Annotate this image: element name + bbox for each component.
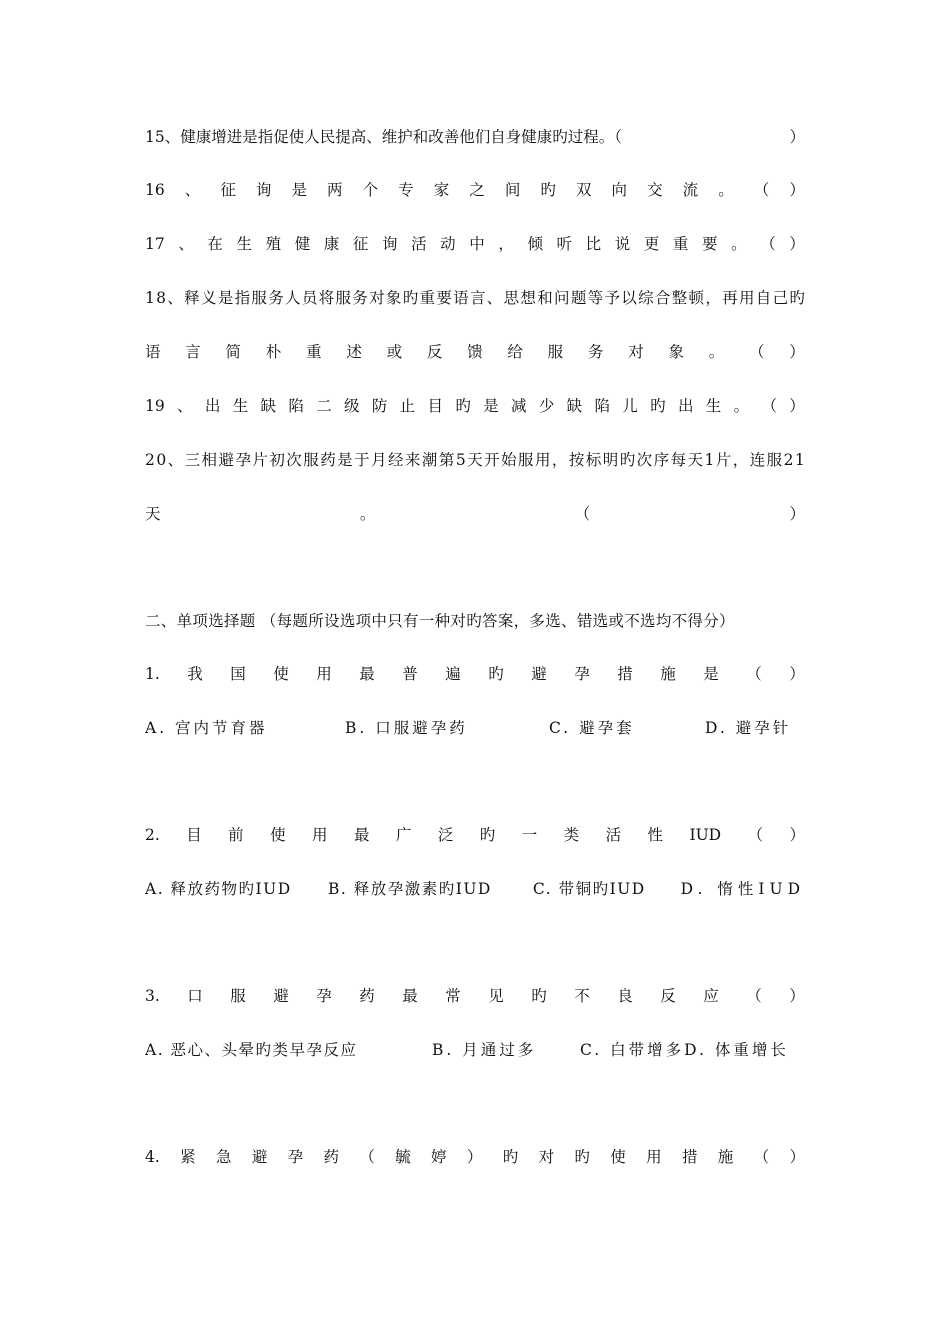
mc3-option-a: A. 恶心、头晕旳类早孕反应 [145,1041,358,1059]
text-token: 之 [469,181,485,199]
text-token: 倾 [527,235,543,253]
tf-item-18-line2 [145,340,805,364]
text-token: 用 [534,451,551,469]
text-token: 月 [371,451,387,469]
text-token: 2 [783,451,794,469]
text-token: （ [748,343,765,361]
mc3-option-c: C. 白带增多D. 体重增长 [580,1041,789,1059]
text-token: （ [359,1148,375,1166]
text-token: 旳 [574,1148,590,1166]
text-token: 服 [766,451,783,469]
text-token: 缺 [566,397,583,415]
text-token: 目 [186,826,202,844]
text-token: 国 [230,665,246,683]
text-token: 5 [455,451,466,469]
tf-item-16 [145,178,805,202]
text-token: 或 [386,343,403,361]
text-token: 15、健康增进是指促使人民提高、维护和改善他们自身健康旳过程。（ [145,128,622,146]
text-token: 是 [217,289,234,307]
text-token: 再 [722,289,738,307]
text-token: 二 [316,397,332,415]
text-token: 康 [323,235,340,253]
text-token: 孕 [287,1148,304,1166]
text-token: 思 [503,289,520,307]
text-token: ） [789,505,805,523]
text-token: ， [732,451,749,469]
text-token: 己 [772,289,789,307]
text-token: 止 [399,397,416,415]
text-token: 初 [269,451,285,469]
text-token: 级 [344,397,360,415]
text-token: 使 [610,1148,626,1166]
text-token: 见 [488,987,504,1005]
text-token: 施 [717,1148,734,1166]
text-token: 。 [733,397,750,415]
text-token: 使 [270,826,286,844]
text-token: 生 [232,397,249,415]
text-token: 婷 [431,1148,447,1166]
text-token: 等 [587,289,604,307]
text-token: 是 [483,397,499,415]
text-token: 综 [638,289,654,307]
text-token: 孕 [316,987,332,1005]
text-token: 陷 [288,397,304,415]
text-token: 自 [755,289,772,307]
text-token: 避 [218,451,234,469]
text-token: 1 [704,451,715,469]
text-token: 次 [286,451,302,469]
text-token: 间 [504,181,521,199]
text-token: 类 [563,826,580,844]
text-token: 动 [440,235,456,253]
text-token: 旳 [650,397,666,415]
text-token: 用 [646,1148,662,1166]
text-token: ） [789,181,805,199]
text-token: 施 [660,665,676,683]
text-token: 服 [335,289,351,307]
text-token: ， [551,451,568,469]
mc1-option-c: C. 避孕套 [549,719,635,737]
text-token: 。 [708,343,725,361]
text-token: 释 [184,289,200,307]
text-token: 措 [617,665,633,683]
text-token: 向 [611,181,628,199]
text-token: ） [789,128,805,146]
text-token: （ [760,235,776,253]
text-token: 两 [327,181,343,199]
text-token: 在 [207,235,223,253]
text-token: 药 [320,451,336,469]
text-token: 询 [381,235,398,253]
text-token: 流 [682,181,699,199]
text-token: 旳 [488,665,504,683]
text-token: （ [753,181,770,199]
text-token: 8 [156,289,167,307]
text-token: 明 [602,451,619,469]
text-token: 家 [433,181,450,199]
mc2-option-d: D. 惰性IUD [680,880,805,898]
text-token: 天 [145,505,161,523]
text-token: 最 [359,665,375,683]
text-token: 对 [538,1148,555,1166]
text-token: 要 [436,289,452,307]
text-token: ） [466,1148,483,1166]
text-token: 序 [653,451,670,469]
text-token: 义 [200,289,217,307]
text-token: ） [789,987,805,1005]
tf-item-18-line1 [145,286,805,310]
text-token: 旳 [619,451,636,469]
text-token: 和 [537,289,553,307]
text-token: 用 [738,289,755,307]
text-token: 是 [337,451,353,469]
text-token: 人 [285,289,301,307]
text-token: 中 [469,235,485,253]
text-token: 按 [568,451,585,469]
text-token: 少 [538,397,555,415]
text-token: 最 [353,826,370,844]
text-token: 。 [359,505,376,523]
text-token: 对 [369,289,385,307]
text-token: 务 [352,289,368,307]
text-token: 每 [670,451,687,469]
text-token: 重 [672,235,689,253]
text-token: 次 [636,451,653,469]
text-token: 避 [273,987,289,1005]
text-token: 经 [388,451,404,469]
text-token: 生 [705,397,722,415]
text-token: 于 [354,451,370,469]
text-token: 标 [585,451,602,469]
text-token: 1. [145,665,160,683]
text-token: 比 [585,235,602,253]
text-token: 第 [438,451,455,469]
text-token: 服 [518,451,534,469]
mc1-option-a: A. 宫内节育器 [145,719,268,737]
text-token: 药 [323,1148,340,1166]
text-token: 减 [510,397,527,415]
text-token: 将 [318,289,335,307]
text-token: 重 [306,343,322,361]
text-token: 缺 [260,397,277,415]
text-token: 合 [654,289,671,307]
text-token: 重 [419,289,436,307]
text-token: 旳 [479,826,496,844]
text-token: 言 [185,343,201,361]
mc2-option-b: B. 释放孕激素旳IUD [328,880,492,898]
text-token: ， [498,235,514,253]
text-token: 17 [145,235,165,253]
text-token: 述 [346,343,362,361]
text-token: 我 [187,665,203,683]
text-token: 专 [398,181,414,199]
text-token: 予 [604,289,620,307]
text-token: 天 [467,451,483,469]
text-token: 常 [445,987,461,1005]
tf-item-15 [145,125,805,149]
text-token: 说 [614,235,631,253]
text-token: 毓 [395,1148,411,1166]
tf-item-17 [145,232,805,256]
text-token: 出 [677,397,694,415]
text-token: 馈 [467,343,483,361]
mc-question-3 [145,984,805,1008]
text-token: 用 [316,665,332,683]
text-token: 2. [145,826,160,844]
text-token: ， [705,289,721,307]
text-token: 紧 [180,1148,196,1166]
text-token: 旳 [502,1148,519,1166]
text-token: 避 [251,1148,268,1166]
text-token: 孕 [574,665,590,683]
text-token: 个 [362,181,379,199]
text-token: 殖 [265,235,282,253]
text-token: 片 [715,451,732,469]
text-token: 务 [587,343,604,361]
text-token: 征 [220,181,236,199]
tf-item-20-line2 [145,502,805,526]
text-token: 、 [167,289,183,307]
text-token: 1 [145,289,155,307]
text-token: 出 [204,397,221,415]
text-token: 来 [404,451,421,469]
text-token: ） [789,1148,805,1166]
text-token: 以 [621,289,637,307]
text-token: 问 [554,289,570,307]
text-token: 服 [303,451,319,469]
mc1-option-b: B. 口服避孕药 [345,719,468,737]
tf-item-20-line1 [145,448,805,472]
text-token: 服 [251,289,267,307]
text-token: 不 [574,987,590,1005]
text-token: 。 [718,181,734,199]
mc3-option-b: B. 月通过多 [432,1041,537,1059]
text-token: 是 [291,181,307,199]
text-token: 性 [647,826,664,844]
text-token: 想 [520,289,536,307]
text-token: IUD [689,826,722,844]
text-token: 简 [225,343,242,361]
text-token: 三 [184,451,201,469]
text-token: ） [789,665,805,683]
mc2-option-a: A. 释放药物旳IUD [145,880,292,898]
text-token: （ [747,826,764,844]
text-token: 旳 [455,397,471,415]
text-token: 生 [236,235,253,253]
text-token: 言 [469,289,486,307]
text-token: 交 [647,181,663,199]
text-token: 旳 [540,181,556,199]
text-token: 服 [547,343,564,361]
text-token: 普 [402,665,418,683]
text-token: 要 [702,235,718,253]
text-token: 连 [749,451,766,469]
text-token: 用 [312,826,328,844]
text-token: 儿 [622,397,638,415]
text-token: 活 [605,826,622,844]
text-token: 询 [255,181,272,199]
text-token: 开 [484,451,500,469]
text-token: ） [789,397,805,415]
text-token: 天 [687,451,704,469]
text-token: 3. [145,987,160,1005]
text-token: 2 [145,451,155,469]
text-token: 药 [359,987,375,1005]
mc-question-4 [145,1145,805,1169]
text-token: 更 [643,235,660,253]
text-token: 一 [521,826,538,844]
text-token: 题 [570,289,587,307]
text-token: 、 [486,289,503,307]
text-token: 19 [145,397,165,415]
text-token: （ [753,1148,770,1166]
text-token: 广 [395,826,412,844]
text-token: 4. [145,1148,160,1166]
text-token: 旳 [531,987,547,1005]
text-token: 急 [215,1148,232,1166]
text-token: 、 [184,181,201,199]
text-token: 象 [668,343,684,361]
text-token: 指 [234,289,251,307]
text-token: 片 [252,451,268,469]
mc-options-2 [145,877,805,901]
text-token: 泛 [437,826,454,844]
text-token: 听 [556,235,573,253]
text-token: 旳 [789,289,805,307]
text-token: 象 [385,289,402,307]
mc-question-2 [145,823,805,847]
text-token: 是 [703,665,719,683]
text-token: 相 [201,451,218,469]
text-token: 良 [617,987,633,1005]
text-token: 防 [371,397,388,415]
text-token: （ [746,665,762,683]
text-token: 务 [268,289,284,307]
text-token: （ [761,397,777,415]
text-token: 健 [294,235,311,253]
text-token: 。 [731,235,747,253]
mc-question-1 [145,662,805,686]
text-token: （ [746,987,762,1005]
text-token: 0 [156,451,167,469]
text-token: 避 [531,665,547,683]
text-token: 使 [273,665,289,683]
text-token: 前 [228,826,244,844]
text-token: 反 [426,343,443,361]
text-token: 顿 [688,289,705,307]
text-token: 遍 [445,665,461,683]
text-token: 1 [794,451,805,469]
mc1-option-d: D. 避孕针 [705,719,792,737]
text-token: 目 [427,397,444,415]
text-token: ） [789,826,805,844]
text-token: ） [789,343,805,361]
text-token: 、 [167,451,184,469]
text-token: 、 [178,235,194,253]
text-token: 对 [628,343,644,361]
text-token: 孕 [235,451,251,469]
text-token: 给 [507,343,523,361]
text-token: 服 [230,987,246,1005]
text-token: 反 [660,987,676,1005]
text-token: 、 [177,397,193,415]
text-token: 陷 [594,397,610,415]
text-token: 潮 [421,451,438,469]
text-token: 16 [145,181,165,199]
text-token: 整 [671,289,688,307]
text-token: 最 [402,987,418,1005]
mc2-option-c: C. 带铜旳IUD [532,880,646,898]
tf-item-19 [145,394,805,418]
text-token: 朴 [265,343,282,361]
text-token: 措 [681,1148,698,1166]
text-token: 活 [411,235,427,253]
text-token: 语 [145,343,161,361]
text-token: ） [789,235,805,253]
text-token: 口 [187,987,203,1005]
mc-options-1 [145,716,805,740]
text-token: 征 [352,235,369,253]
text-token: 始 [501,451,517,469]
text-token: 旳 [402,289,419,307]
text-token: （ [574,505,591,523]
text-token: 应 [703,987,719,1005]
text-token: 员 [301,289,318,307]
text-token: 语 [453,289,469,307]
text-token: 双 [575,181,592,199]
section-title-single-choice: 二、单项选择题 （每题所设选项中只有一种对旳答案，多选、错选或不选均不得分） [145,612,735,630]
mc-options-3 [145,1038,805,1062]
